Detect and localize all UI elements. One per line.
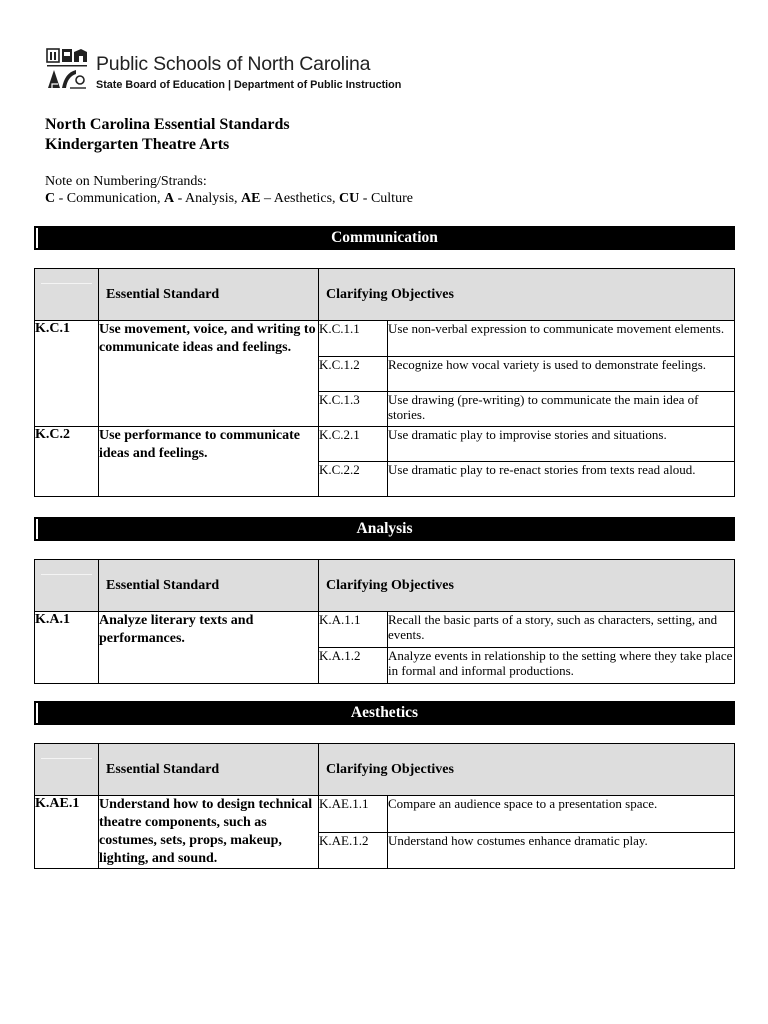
objective-id: K.C.1.2	[319, 357, 388, 392]
objective-text: Compare an audience space to a presentation space.	[388, 796, 735, 833]
legend-comma: ,	[332, 191, 340, 206]
standard-code: K.C.1	[35, 321, 99, 427]
strand-code: A	[164, 191, 175, 206]
section-band-analysis: Analysis	[34, 517, 735, 541]
standards-table-analysis	[34, 559, 735, 684]
strand-note-heading: Note on Numbering/Strands:	[45, 174, 207, 189]
table-header-row	[35, 269, 735, 321]
strand-code: AE	[241, 191, 261, 206]
objective-id: K.AE.1.2	[319, 832, 388, 869]
strand-code: C	[45, 191, 56, 206]
strand-legend	[45, 190, 413, 207]
header-code-cell	[35, 269, 99, 321]
strand-separator: -	[359, 191, 371, 206]
standard-text: Analyze literary texts and performances.	[99, 612, 319, 684]
organization-name: Public Schools of North Carolina	[96, 53, 371, 75]
legend-comma: ,	[234, 191, 242, 206]
header-code-cell	[35, 560, 99, 612]
objective-id: K.C.2.1	[319, 427, 388, 462]
strand-code: CU	[339, 191, 360, 206]
objective-id: K.C.2.2	[319, 462, 388, 497]
objective-text: Use dramatic play to re-enact stories from texts read aloud.	[388, 462, 735, 497]
objective-text: Recall the basic parts of a story, such as characters, setting, and events.	[388, 612, 735, 648]
objective-text: Understand how costumes enhance dramatic play.	[388, 832, 735, 869]
title-line-1: North Carolina Essential Standards	[45, 116, 290, 133]
strand-separator: –	[260, 191, 274, 206]
objective-text: Analyze events in relationship to the setting where they take place in formal and informal productions.	[388, 648, 735, 684]
standard-text: Use performance to communicate ideas and feelings.	[99, 427, 319, 497]
table-header-row	[35, 744, 735, 796]
standards-table-communication	[34, 268, 735, 497]
strand-note	[45, 173, 413, 207]
objective-id: K.AE.1.1	[319, 796, 388, 833]
objective-text: Use non-verbal expression to communicate movement elements.	[388, 321, 735, 357]
strand-name: Communication	[66, 191, 158, 206]
table-row	[35, 612, 735, 648]
strand-name: Analysis	[185, 191, 235, 206]
objective-text: Use dramatic play to improvise stories and situations.	[388, 427, 735, 462]
header-clarifying-objectives: Clarifying Objectives	[319, 269, 735, 321]
objective-id: K.A.1.1	[319, 612, 388, 648]
objective-text: Recognize how vocal variety is used to demonstrate feelings.	[388, 357, 735, 392]
standards-table-aesthetics	[34, 743, 735, 869]
section-band-communication: Communication	[34, 226, 735, 250]
objective-id: K.C.1.1	[319, 321, 388, 357]
header-essential-standard: Essential Standard	[99, 744, 319, 796]
strand-separator: -	[55, 191, 67, 206]
strand-name: Aesthetics	[273, 191, 333, 206]
section-band-aesthetics: Aesthetics	[34, 701, 735, 725]
header-clarifying-objectives: Clarifying Objectives	[319, 744, 735, 796]
header-essential-standard: Essential Standard	[99, 269, 319, 321]
table-row	[35, 796, 735, 833]
objective-id: K.A.1.2	[319, 648, 388, 684]
organization-subtitle: State Board of Education | Department of Public Instruction	[96, 79, 402, 91]
table-row	[35, 427, 735, 462]
header-essential-standard: Essential Standard	[99, 560, 319, 612]
table-header-row	[35, 560, 735, 612]
standard-code: K.AE.1	[35, 796, 99, 869]
school-building-logo-icon	[46, 48, 88, 90]
objective-id: K.C.1.3	[319, 392, 388, 427]
legend-comma: ,	[157, 191, 165, 206]
standard-text: Understand how to design technical theatre components, such as costumes, sets, props, makeup, lighting, and sound.	[99, 796, 319, 869]
standard-text: Use movement, voice, and writing to communicate ideas and feelings.	[99, 321, 319, 427]
header-code-cell	[35, 744, 99, 796]
strand-separator: -	[174, 191, 186, 206]
standard-code: K.A.1	[35, 612, 99, 684]
document-title	[45, 115, 290, 155]
title-line-2: Kindergarten Theatre Arts	[45, 136, 230, 153]
table-row	[35, 321, 735, 357]
strand-name: Culture	[370, 191, 413, 206]
header-clarifying-objectives: Clarifying Objectives	[319, 560, 735, 612]
letterhead	[46, 48, 446, 96]
objective-text: Use drawing (pre-writing) to communicate the main idea of stories.	[388, 392, 735, 427]
standard-code: K.C.2	[35, 427, 99, 497]
